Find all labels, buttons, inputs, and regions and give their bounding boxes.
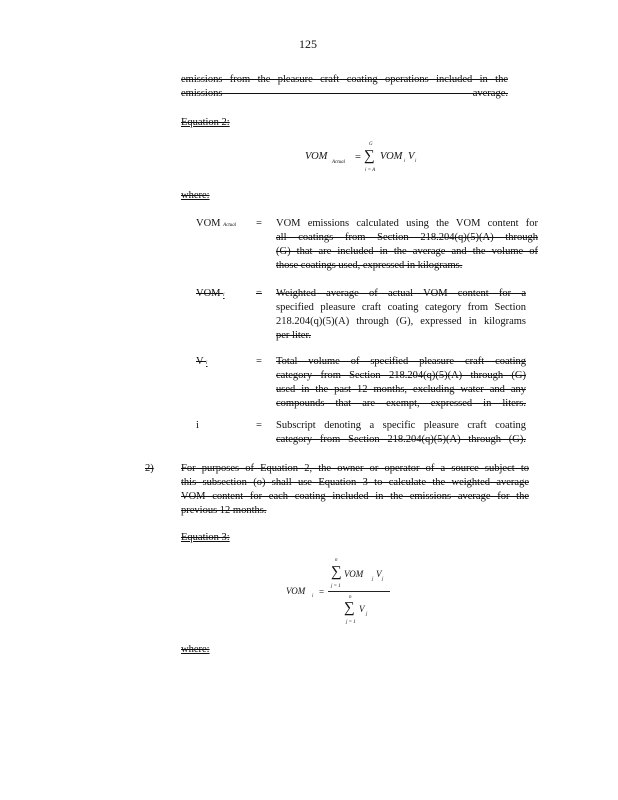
definition-line: all coatings from Section 218.204(q)(5)(A) through — [276, 232, 538, 243]
definition-equals: = — [256, 288, 262, 299]
definition-symbol-v-i — [196, 355, 207, 371]
definition-line: category from Section 218.204(q)(5)(A) through (G). — [276, 434, 526, 445]
definition-text-v-i — [276, 355, 526, 411]
definition-equals: = — [256, 420, 262, 431]
where-label-2: where: — [181, 644, 210, 655]
definition-text-vom-i — [276, 287, 526, 343]
eq3-lhs: VOM — [286, 586, 306, 596]
eq3-den-vol: V — [359, 604, 365, 614]
equation-3-formula — [282, 558, 422, 628]
definition-symbol-sub: Actual — [223, 223, 237, 228]
summation-icon: ∑ — [331, 564, 342, 580]
eq3-num-vol-sub: j — [382, 577, 384, 582]
eq2-sum-lower: i = A — [365, 168, 376, 173]
item-2-line: For purposes of Equation 2, the owner or operator of a source subject to — [181, 463, 529, 474]
eq2-lhs: VOM — [305, 151, 328, 162]
definition-line: category from Section 218.204(q)(5)(A) through (G) — [276, 370, 526, 381]
page-number: 125 — [299, 37, 317, 51]
definition-line: Weighted average of actual VOM content for a — [276, 288, 526, 299]
definition-line: 218.204(q)(5)(A) through (G), expressed in kilograms — [276, 316, 526, 327]
summation-icon: ∑ — [344, 600, 355, 616]
eq3-den-upper: n — [349, 595, 352, 600]
definition-line: Total volume of specified pleasure craft coating — [276, 356, 526, 367]
definition-line: (G) that are included in the average and the volume of — [276, 246, 538, 257]
definition-line: compounds that are exempt, expressed in liters. — [276, 398, 526, 409]
item-2-number: 2) — [145, 463, 154, 474]
definition-line: used in the past 12 months, excluding water and any — [276, 384, 526, 395]
eq3-num-upper: n — [335, 558, 338, 563]
definition-line: Subscript denoting a specific pleasure craft coating — [276, 420, 526, 431]
eq3-num-vol: V — [376, 569, 382, 579]
definition-line: those coatings used, expressed in kilograms. — [276, 260, 463, 271]
eq2-vol-sub: i — [415, 159, 417, 164]
where-label-1: where: — [181, 190, 210, 201]
definition-symbol: VOM — [196, 288, 221, 299]
eq3-num-term: VOM — [344, 569, 364, 579]
eq2-lhs-sub: Actual — [332, 160, 346, 165]
definition-symbol-vom-i — [196, 287, 225, 303]
definition-equals: = — [256, 218, 262, 229]
equation-2-label: Equation 2: — [181, 117, 230, 128]
definition-line: per liter. — [276, 330, 311, 341]
eq3-num-term-sub: j — [372, 577, 374, 582]
intro-paragraph: emissions from the pleasure craft coating operations included in the emissions average. — [181, 74, 508, 99]
definition-symbol-vom-actual — [196, 217, 236, 233]
eq2-term-sub: i — [404, 159, 406, 164]
definition-symbol-sub: i — [223, 293, 225, 298]
eq3-equals: = — [319, 587, 325, 597]
definition-line: specified pleasure craft coating category from Section — [276, 302, 526, 313]
eq3-lhs-sub: i — [312, 594, 314, 599]
fraction-bar — [328, 591, 390, 592]
eq2-term: VOM — [380, 151, 403, 162]
definition-line: VOM emissions calculated using the VOM content for — [276, 218, 538, 229]
eq3-den-lower: j = 1 — [346, 620, 356, 625]
definition-symbol: VOM — [196, 218, 221, 229]
equation-2-formula — [300, 140, 440, 180]
item-2-line: VOM content for each coating included in the emissions average for the — [181, 491, 529, 502]
eq2-equals: = — [355, 152, 361, 163]
eq3-den-vol-sub: j — [366, 612, 368, 617]
definition-text-i — [276, 419, 526, 447]
equation-3-label: Equation 3: — [181, 532, 230, 543]
definition-equals: = — [256, 356, 262, 367]
item-2-line: previous 12 months. — [181, 505, 267, 516]
item-2-line: this subsection (o) shall use Equation 3 to calculate the weighted average — [181, 477, 529, 488]
eq3-num-lower: j = 1 — [331, 584, 341, 589]
eq2-vol: V — [408, 151, 415, 162]
summation-icon: ∑ — [364, 148, 375, 164]
item-2-paragraph — [181, 462, 529, 518]
definition-symbol-i: i — [196, 420, 199, 431]
definition-symbol: V — [196, 356, 204, 367]
definition-text-vom-actual — [276, 217, 538, 273]
eq2-sum-upper: G — [369, 142, 373, 147]
definition-symbol-sub: i — [206, 361, 208, 366]
